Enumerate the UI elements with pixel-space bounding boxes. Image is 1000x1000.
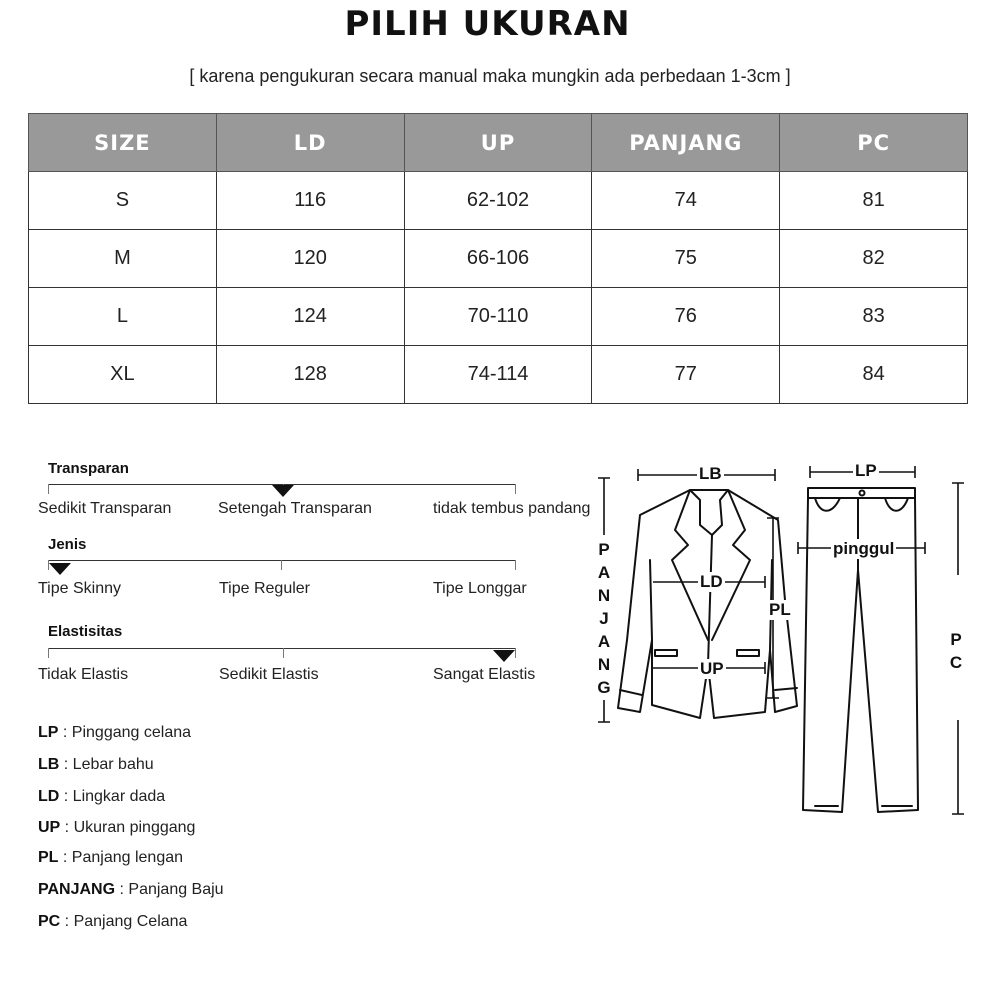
legend-abbr: LP bbox=[38, 724, 59, 741]
scale-label: tidak tembus pandang bbox=[433, 500, 591, 517]
label-panjang-vertical bbox=[594, 538, 614, 699]
legend-abbr: UP bbox=[38, 819, 61, 836]
pants-illustration bbox=[803, 488, 918, 812]
header-size: SIZE bbox=[29, 114, 217, 172]
scale-title-transparan: Transparan bbox=[48, 460, 129, 477]
scale-label: Sedikit Elastis bbox=[219, 666, 319, 683]
legend-abbr: LD bbox=[38, 788, 60, 805]
legend-item bbox=[38, 724, 191, 742]
scale-label: Sangat Elastis bbox=[433, 666, 536, 683]
table-cell: 74 bbox=[592, 172, 780, 230]
legend-abbr: PC bbox=[38, 913, 61, 930]
legend-desc: Panjang Celana bbox=[73, 913, 188, 930]
scale-label: Tipe Longgar bbox=[433, 580, 527, 597]
label-letter: A bbox=[597, 632, 611, 651]
legend-separator: : bbox=[59, 756, 73, 773]
label-pl: PL bbox=[769, 600, 791, 619]
header-ld: LD bbox=[216, 114, 404, 172]
legend-item bbox=[38, 881, 224, 899]
label-letter: G bbox=[597, 678, 611, 697]
legend-separator: : bbox=[60, 819, 74, 836]
scale-label: Tipe Reguler bbox=[219, 580, 311, 597]
scale-title-jenis: Jenis bbox=[48, 536, 87, 553]
legend-item bbox=[38, 849, 183, 867]
legend-desc: Pinggang celana bbox=[71, 724, 192, 741]
legend-abbr: PL bbox=[38, 849, 59, 866]
label-pc-vertical bbox=[946, 628, 966, 674]
label-letter: J bbox=[599, 609, 609, 628]
legend-desc: Panjang Baju bbox=[128, 881, 224, 898]
legend-abbr: LB bbox=[38, 756, 60, 773]
label-letter: N bbox=[597, 586, 611, 605]
scale-title-elastisitas: Elastisitas bbox=[48, 623, 123, 640]
table-cell: 76 bbox=[592, 288, 780, 346]
label-letter: N bbox=[597, 655, 611, 674]
scale-tick bbox=[48, 484, 49, 494]
header-up: UP bbox=[404, 114, 592, 172]
legend-item bbox=[38, 756, 154, 774]
table-cell: 84 bbox=[780, 346, 968, 404]
scale-marker-icon bbox=[493, 650, 515, 662]
page-title: PILIH UKURAN bbox=[344, 4, 631, 44]
table-cell: 124 bbox=[216, 288, 404, 346]
table-cell: 120 bbox=[216, 230, 404, 288]
scale-line bbox=[48, 648, 516, 649]
table-cell: 116 bbox=[216, 172, 404, 230]
label-lb: LB bbox=[699, 464, 722, 483]
table-row bbox=[29, 230, 968, 288]
size-table bbox=[28, 113, 968, 404]
scale-tick bbox=[283, 648, 284, 658]
label-up: UP bbox=[700, 659, 724, 678]
scale-tick bbox=[515, 560, 516, 570]
label-letter: P bbox=[598, 540, 610, 559]
scale-tick bbox=[515, 484, 516, 494]
scale-label: Sedikit Transparan bbox=[38, 500, 172, 517]
table-cell: XL bbox=[29, 346, 217, 404]
table-row bbox=[29, 172, 968, 230]
legend-desc: Ukuran pinggang bbox=[73, 819, 196, 836]
scale-tick bbox=[281, 560, 282, 570]
legend-separator: : bbox=[58, 849, 72, 866]
legend-item bbox=[38, 913, 187, 931]
legend-item bbox=[38, 819, 195, 837]
legend-separator: : bbox=[115, 881, 129, 898]
legend-separator: : bbox=[60, 913, 74, 930]
table-row bbox=[29, 288, 968, 346]
legend-item bbox=[38, 788, 165, 806]
legend-desc: Lebar bahu bbox=[72, 756, 154, 773]
scale-marker-icon bbox=[272, 485, 294, 497]
label-pinggul: pinggul bbox=[833, 539, 895, 558]
table-cell: 83 bbox=[780, 288, 968, 346]
table-cell: 82 bbox=[780, 230, 968, 288]
table-cell: 81 bbox=[780, 172, 968, 230]
table-cell: 75 bbox=[592, 230, 780, 288]
label-letter: P bbox=[950, 630, 962, 649]
legend-desc: Lingkar dada bbox=[72, 788, 166, 805]
table-cell: S bbox=[29, 172, 217, 230]
header-panjang: PANJANG bbox=[592, 114, 780, 172]
table-cell: 66-106 bbox=[404, 230, 592, 288]
scale-label: Setengah Transparan bbox=[218, 500, 372, 517]
table-cell: 74-114 bbox=[404, 346, 592, 404]
garment-measurement-diagram bbox=[590, 455, 980, 835]
table-cell: 128 bbox=[216, 346, 404, 404]
scale-tick bbox=[48, 648, 49, 658]
legend-separator: : bbox=[58, 724, 72, 741]
table-cell: L bbox=[29, 288, 217, 346]
label-letter: A bbox=[597, 563, 611, 582]
table-cell: M bbox=[29, 230, 217, 288]
scale-label: Tidak Elastis bbox=[38, 666, 129, 683]
table-cell: 62-102 bbox=[404, 172, 592, 230]
size-table-header-row bbox=[29, 114, 968, 172]
legend-separator: : bbox=[59, 788, 73, 805]
measurement-note: [ karena pengukuran secara manual maka mungkin ada perbedaan 1-3cm ] bbox=[189, 66, 791, 86]
legend-desc: Panjang lengan bbox=[71, 849, 184, 866]
label-letter: C bbox=[949, 653, 963, 672]
scale-marker-icon bbox=[49, 563, 71, 575]
table-row bbox=[29, 346, 968, 404]
scale-line bbox=[48, 560, 516, 561]
legend-abbr: PANJANG bbox=[38, 881, 116, 898]
header-pc: PC bbox=[780, 114, 968, 172]
scale-tick bbox=[515, 648, 516, 658]
table-cell: 70-110 bbox=[404, 288, 592, 346]
label-ld: LD bbox=[700, 572, 723, 591]
label-lp: LP bbox=[855, 461, 877, 480]
scale-label: Tipe Skinny bbox=[38, 580, 121, 597]
table-cell: 77 bbox=[592, 346, 780, 404]
